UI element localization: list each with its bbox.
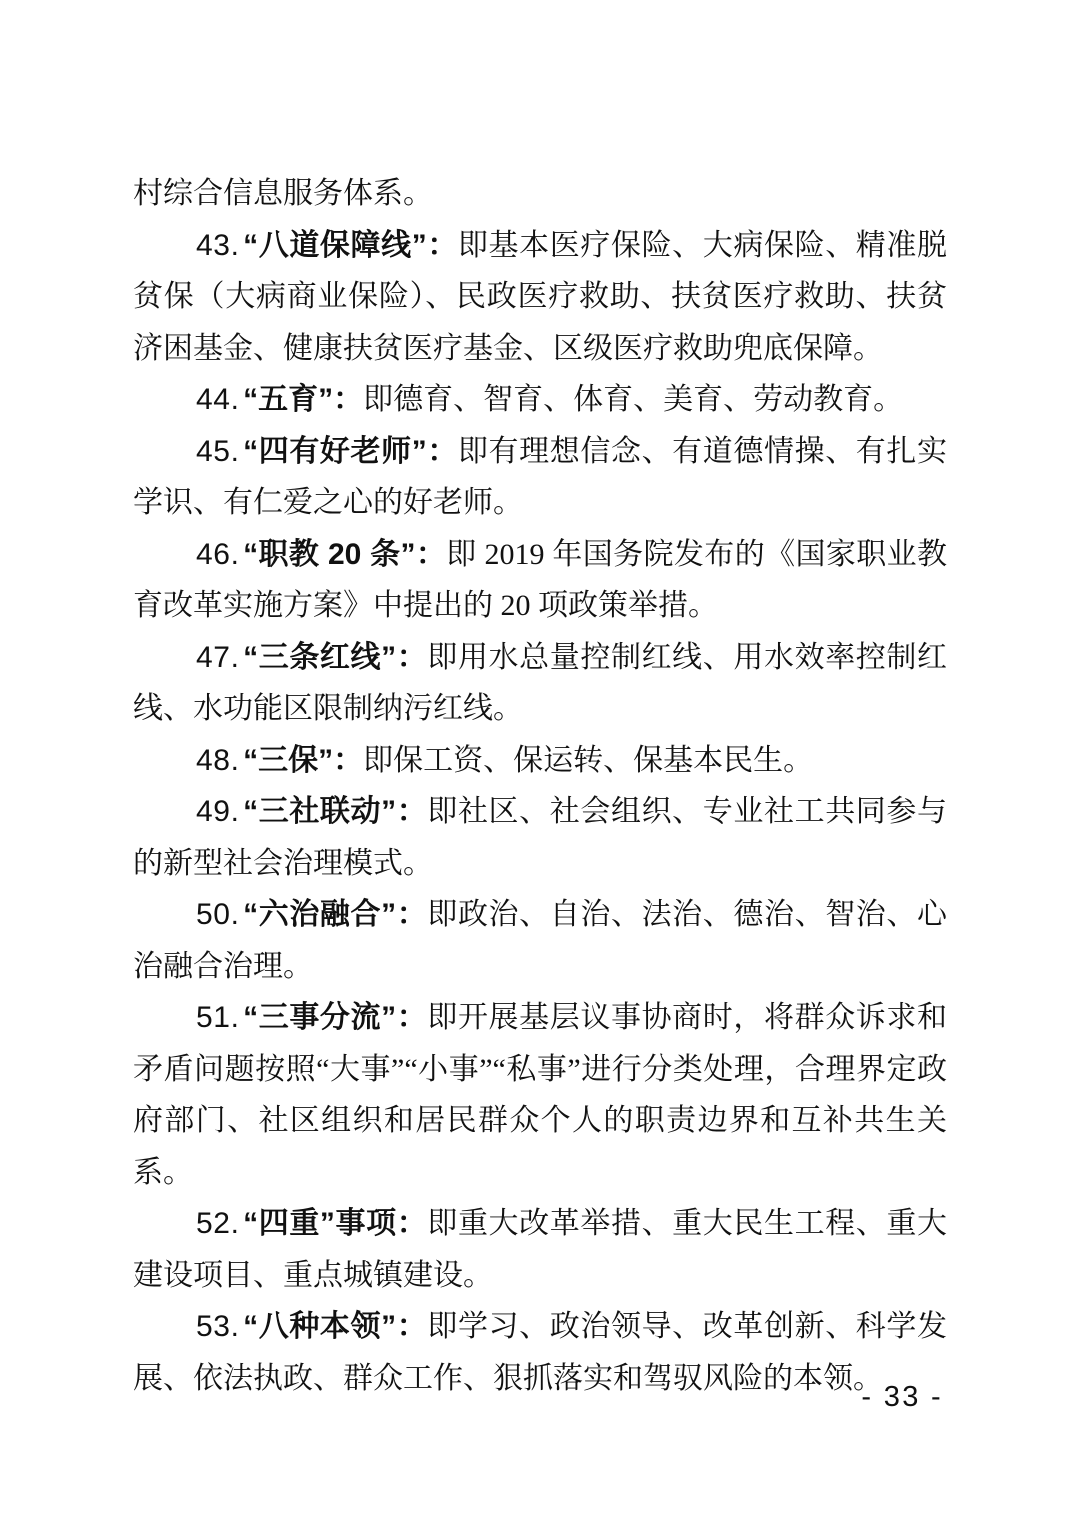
item-body: 即社区、社会组织、专业社工共同参与的新型社会治理模式。 (133, 795, 948, 880)
item-number: 43. (196, 228, 240, 262)
item-body: 即有理想信念、有道德情操、有扎实学识、有仁爱之心的好老师。 (133, 434, 948, 519)
item-number: 52. (196, 1207, 240, 1240)
item-term: “八种本领”： (243, 1310, 428, 1343)
document-content (133, 168, 947, 1404)
item-number: 48. (196, 743, 240, 777)
item-term: “五育”： (243, 383, 364, 416)
item-body: 即开展基层议事协商时，将群众诉求和矛盾问题按照“大事”“小事”“私事”进行分类处理，合理界定政府部门、社区组织和居民群众个人的职责边界和互补共生关系。 (133, 1001, 948, 1189)
item-number: 50. (196, 898, 240, 931)
glossary-item-52 (133, 1198, 947, 1301)
item-number: 51. (196, 1001, 240, 1034)
glossary-item-44 (133, 374, 947, 426)
item-number: 45. (196, 434, 240, 468)
item-term: “四有好老师”： (243, 434, 458, 468)
item-body: 即学习、政治领导、改革创新、科学发展、依法执政、群众工作、狠抓落实和驾驭风险的本领。 (133, 1310, 948, 1395)
item-number: 49. (196, 795, 240, 828)
item-term: “三社联动”： (243, 795, 428, 828)
item-term: “六治融合”： (243, 898, 428, 931)
item-number: 47. (196, 640, 240, 674)
glossary-item-51 (133, 992, 947, 1198)
item-body: 即用水总量控制红线、用水效率控制红线、水功能区限制纳污红线。 (133, 640, 948, 725)
continuation-text: 村综合信息服务体系。 (133, 177, 433, 210)
glossary-item-45 (133, 426, 947, 529)
item-body: 即基本医疗保险、大病保险、精准脱贫保（大病商业保险）、民政医疗救助、扶贫医疗救助、扶贫济困基金、健康扶贫医疗基金、区级医疗救助兜底保障。 (133, 228, 948, 365)
page-number: - 33 - (861, 1381, 943, 1413)
item-number: 44. (196, 383, 240, 416)
glossary-item-53 (133, 1301, 947, 1404)
item-term: “三事分流”： (243, 1001, 428, 1034)
item-body: 即保工资、保运转、保基本民生。 (363, 743, 814, 777)
glossary-item-43 (133, 220, 947, 375)
glossary-item-50 (133, 889, 947, 992)
item-body: 即 2019 年国务院发布的《国家职业教育改革实施方案》中提出的 20 项政策举措。 (133, 537, 948, 622)
item-term: “职教 20 条”： (243, 537, 447, 571)
glossary-item-46 (133, 529, 947, 632)
item-term: “三保”： (243, 743, 364, 777)
item-body: 即德育、智育、体育、美育、劳动教育。 (363, 383, 904, 416)
item-number: 53. (196, 1310, 240, 1343)
continuation-paragraph (133, 168, 947, 220)
glossary-item-49 (133, 786, 947, 889)
item-term: “三条红线”： (243, 640, 428, 674)
item-term: “八道保障线”： (243, 228, 458, 262)
glossary-item-48 (133, 735, 947, 787)
glossary-item-47 (133, 632, 947, 735)
item-number: 46. (196, 537, 240, 571)
item-body: 即重大改革举措、重大民生工程、重大建设项目、重点城镇建设。 (133, 1207, 948, 1292)
item-body: 即政治、自治、法治、德治、智治、心治融合治理。 (133, 898, 948, 983)
item-term: “四重”事项： (243, 1207, 428, 1240)
